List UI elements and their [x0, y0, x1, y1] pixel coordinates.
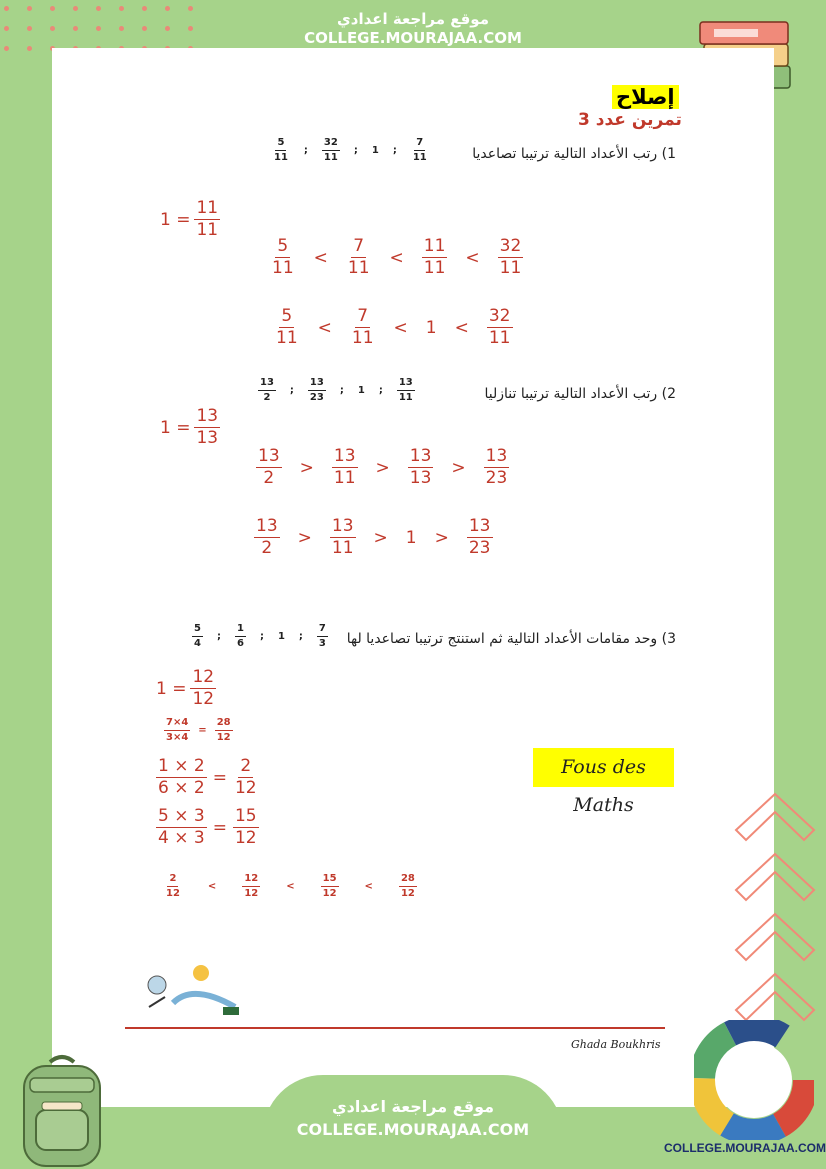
numerator: 13: [196, 406, 219, 426]
question-2-label: 2) رتب الأعداد التالية ترتيبا تنازليا: [484, 386, 676, 402]
denominator: 2: [263, 468, 275, 488]
dot: [188, 6, 193, 11]
dot: [165, 6, 170, 11]
dot: [96, 26, 101, 31]
college-mourajaa-logo: [694, 1020, 814, 1140]
logo-caption: COLLEGE.MOURAJAA.COM: [664, 1141, 826, 1155]
fraction: [192, 624, 203, 649]
denominator: 12: [234, 778, 257, 798]
denominator: 23: [468, 538, 491, 558]
fraction: [484, 448, 510, 487]
question-1-order-1: [270, 238, 541, 277]
symbol: >: [373, 527, 388, 548]
fraction: [194, 408, 220, 447]
numerator: 28: [399, 874, 417, 887]
denominator: 13: [409, 468, 432, 488]
numerator: 5 × 3: [158, 806, 205, 826]
numerator: 12: [192, 667, 215, 687]
numerator: 13: [333, 446, 356, 466]
denominator: 11: [276, 328, 298, 348]
denominator: 11: [272, 258, 294, 278]
numerator: 32: [499, 236, 522, 256]
dot: [73, 26, 78, 31]
symbol: 1 =: [156, 678, 187, 699]
numerator: 15: [234, 806, 257, 826]
numerator: 15: [321, 874, 339, 887]
fraction: [156, 808, 207, 847]
site-name-arabic: موقع مراجعة اعدادي: [337, 10, 489, 28]
denominator: 13: [196, 428, 219, 448]
denominator: 12: [216, 732, 231, 743]
fous-des-maths-logo: [143, 963, 239, 1015]
dot: [4, 46, 9, 51]
denominator: 11: [331, 538, 354, 558]
question-3-one-equation: [156, 669, 216, 708]
fraction: [487, 308, 513, 347]
question-3-list: [192, 624, 342, 649]
symbol: <: [454, 317, 469, 338]
fraction: [274, 308, 300, 347]
question-3-label: 3) وحد مقامات الأعداد التالية ثم استنتج ترتيبا تصاعديا لها: [346, 631, 676, 647]
symbol: =: [198, 725, 207, 736]
denominator: 2: [263, 392, 271, 403]
symbol: 1: [371, 145, 379, 156]
chevron-up-decoration-icon: [730, 790, 820, 1030]
fraction: [321, 874, 339, 899]
question-3-step-1: [164, 718, 241, 743]
numerator: 11: [423, 236, 446, 256]
symbol: ;: [289, 385, 294, 396]
backpack-icon: [0, 1052, 120, 1169]
numerator: 13: [258, 378, 276, 391]
question-1-label: 1) رتب الأعداد التالية ترتيبا تصاعديا: [472, 146, 676, 162]
fraction: [346, 238, 372, 277]
symbol: 1: [405, 527, 417, 548]
numerator: 7×4: [164, 718, 190, 731]
fraction: [350, 308, 376, 347]
fraction: [408, 448, 434, 487]
denominator: 3×4: [166, 732, 189, 743]
fraction: [317, 624, 328, 649]
question-1-list: [272, 138, 443, 163]
dot: [142, 26, 147, 31]
numerator: 7: [317, 624, 328, 637]
symbol: ;: [216, 631, 221, 642]
fraction: [467, 518, 493, 557]
dot: [27, 26, 32, 31]
numerator: 32: [322, 138, 340, 151]
fraction: [190, 669, 216, 708]
symbol: ;: [303, 145, 308, 156]
symbol: <: [393, 317, 408, 338]
denominator: 11: [412, 152, 427, 163]
dot: [119, 26, 124, 31]
fraction: [308, 378, 326, 403]
symbol: ;: [392, 145, 397, 156]
symbol: <: [364, 881, 373, 892]
denominator: 11: [274, 152, 288, 163]
question-1-order-2: [274, 308, 531, 347]
numerator: 5: [192, 624, 203, 637]
symbol: =: [212, 817, 227, 838]
question-2-list: [258, 378, 429, 403]
numerator: 1 × 2: [158, 756, 205, 776]
fraction: [156, 758, 207, 797]
denominator: 11: [323, 152, 338, 163]
symbol: <: [317, 317, 332, 338]
footer-banner: [263, 1075, 563, 1169]
numerator: 13: [308, 378, 326, 391]
dot: [50, 26, 55, 31]
fraction: [498, 238, 524, 277]
denominator: 12: [322, 888, 337, 899]
question-1-one-equation: [160, 200, 220, 239]
dot: [188, 26, 193, 31]
symbol: <: [207, 881, 217, 892]
symbol: 1 =: [160, 209, 191, 230]
symbol: 1: [357, 385, 365, 396]
question-3-step-3: [156, 808, 265, 847]
fraction: [256, 448, 282, 487]
dot: [73, 6, 78, 11]
denominator: 11: [196, 220, 219, 240]
denominator: 11: [499, 258, 522, 278]
denominator: 12: [400, 888, 415, 899]
fraction: [332, 448, 358, 487]
fraction: [272, 138, 290, 163]
symbol: <: [313, 247, 328, 268]
exercise-subtitle: تمرين عدد 3: [578, 110, 682, 130]
denominator: 11: [351, 328, 374, 348]
fraction: [397, 378, 415, 403]
question-3-step-2: [156, 758, 265, 797]
author-signature: Ghada Boukhris: [571, 1038, 661, 1051]
numerator: 1: [235, 624, 246, 637]
numerator: 13: [409, 446, 432, 466]
numerator: 13: [331, 516, 354, 536]
fraction: [194, 200, 220, 239]
denominator: 23: [309, 392, 324, 403]
numerator: 2: [167, 874, 178, 887]
dot: [4, 6, 9, 11]
denominator: 11: [347, 258, 370, 278]
denominator: 11: [423, 258, 446, 278]
fraction: [411, 138, 429, 163]
denominator: 4 × 3: [158, 828, 205, 848]
numerator: 7: [357, 306, 369, 326]
symbol: 1: [277, 631, 285, 642]
numerator: 13: [258, 446, 280, 466]
question-2-one-equation: [160, 408, 220, 447]
fraction: [233, 758, 259, 797]
numerator: 2: [240, 756, 252, 776]
fraction: [399, 874, 417, 899]
fraction: [254, 518, 280, 557]
question-2-order-2: [254, 518, 511, 557]
fraction: [270, 238, 296, 277]
dot: [142, 6, 147, 11]
footer-rule: [125, 1027, 665, 1029]
denominator: 12: [234, 828, 257, 848]
symbol: 1: [425, 317, 437, 338]
numerator: 28: [215, 718, 233, 731]
site-url-footer[interactable]: COLLEGE.MOURAJAA.COM: [296, 1120, 530, 1139]
denominator: 2: [261, 538, 273, 558]
denominator: 12: [244, 888, 259, 899]
numerator: 5: [281, 306, 293, 326]
numerator: 13: [468, 516, 491, 536]
denominator: 11: [488, 328, 511, 348]
fraction: [242, 874, 260, 899]
symbol: >: [451, 457, 466, 478]
numerator: 32: [488, 306, 511, 326]
numerator: 7: [353, 236, 365, 256]
numerator: 12: [242, 874, 260, 887]
denominator: 6 × 2: [158, 778, 205, 798]
fraction: [235, 624, 246, 649]
symbol: >: [297, 527, 312, 548]
fraction: [258, 378, 276, 403]
question-2-order-1: [256, 448, 527, 487]
fraction: [322, 138, 340, 163]
brand-box: Fous des Maths: [533, 748, 674, 787]
fraction: [233, 808, 259, 847]
numerator: 7: [414, 138, 425, 151]
dot: [27, 6, 32, 11]
fraction: [164, 874, 182, 899]
symbol: >: [434, 527, 449, 548]
site-name-arabic-footer: موقع مراجعة اعدادي: [331, 1097, 495, 1116]
dot: [4, 26, 9, 31]
fraction: [215, 718, 233, 743]
question-3-order: [164, 874, 443, 899]
site-url[interactable]: COLLEGE.MOURAJAA.COM: [304, 29, 522, 47]
symbol: <: [465, 247, 480, 268]
denominator: 12: [166, 888, 180, 899]
dot: [96, 6, 101, 11]
fraction: [164, 718, 190, 743]
fraction: [330, 518, 356, 557]
numerator: 13: [485, 446, 508, 466]
symbol: >: [299, 457, 314, 478]
denominator: 12: [192, 689, 215, 709]
numerator: 13: [397, 378, 415, 391]
symbol: ;: [259, 631, 264, 642]
symbol: >: [375, 457, 390, 478]
numerator: 11: [196, 198, 219, 218]
symbol: ;: [298, 631, 303, 642]
dot: [119, 6, 124, 11]
numerator: 5: [275, 138, 286, 151]
denominator: 11: [333, 468, 356, 488]
dot: [27, 46, 32, 51]
denominator: 11: [398, 392, 413, 403]
dot: [50, 6, 55, 11]
symbol: =: [212, 767, 227, 788]
dot: [165, 26, 170, 31]
symbol: <: [286, 881, 295, 892]
denominator: 6: [236, 638, 244, 649]
fraction: [422, 238, 448, 277]
symbol: ;: [378, 385, 383, 396]
denominator: 4: [194, 638, 201, 649]
symbol: <: [389, 247, 404, 268]
numerator: 5: [277, 236, 289, 256]
denominator: 23: [485, 468, 508, 488]
denominator: 3: [318, 638, 326, 649]
symbol: ;: [339, 385, 344, 396]
symbol: 1 =: [160, 417, 191, 438]
page-title: إصلاح: [612, 85, 679, 109]
numerator: 13: [256, 516, 278, 536]
symbol: ;: [353, 145, 358, 156]
